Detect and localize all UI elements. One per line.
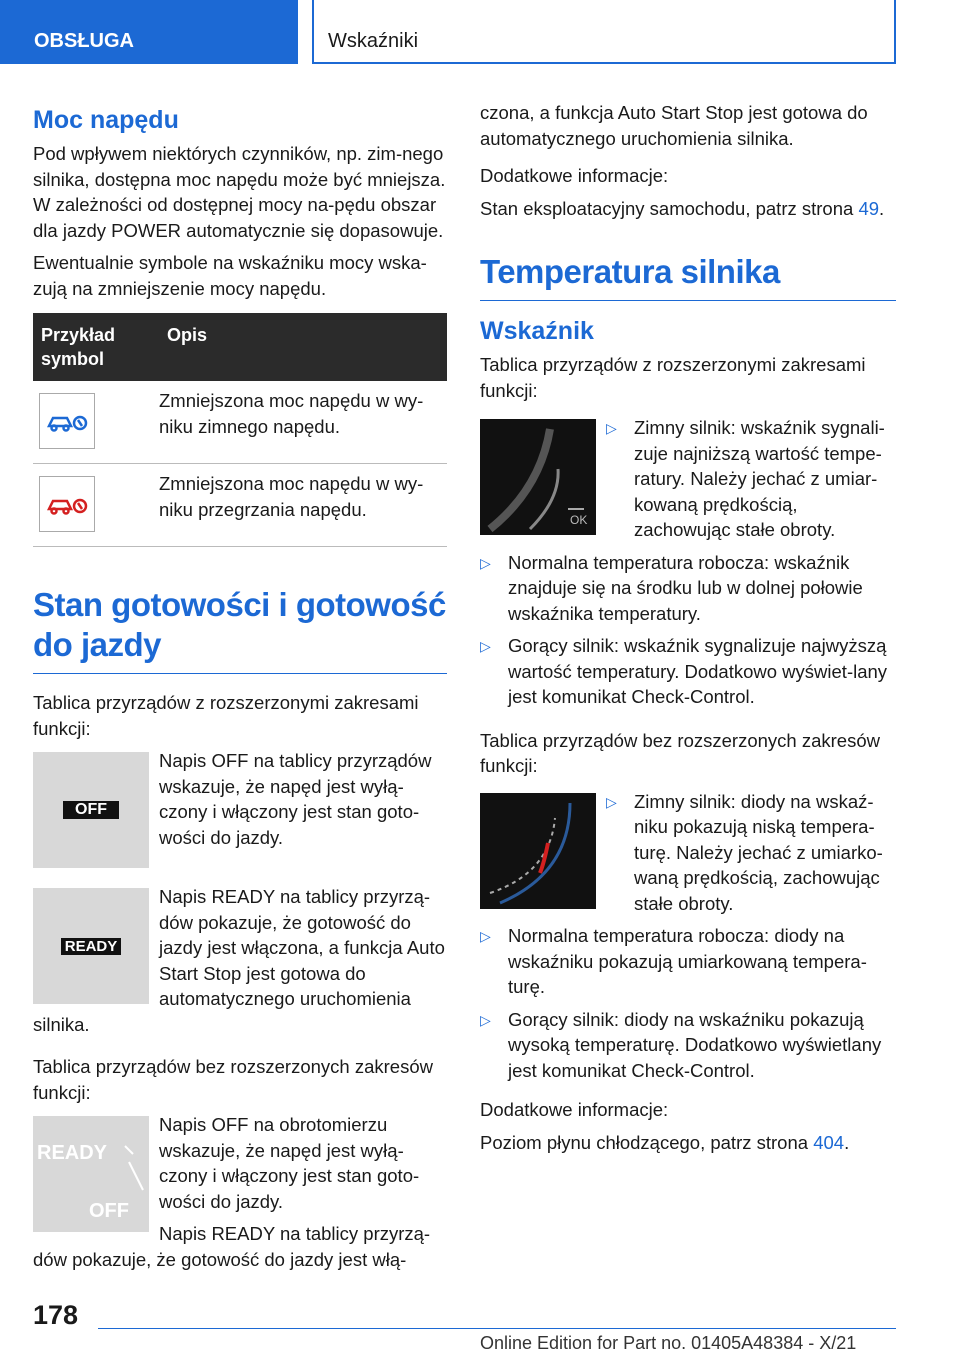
paragraph: Ewentualnie symbole na wskaźniku mocy wska-zują na zmniejszenie mocy napędu.	[33, 252, 427, 299]
table-cell-desc: Zmniejszona moc napędu w wy-niku zimnego napędu.	[159, 381, 447, 464]
ready-display-image	[33, 888, 149, 1004]
temp-noext-block	[480, 789, 896, 924]
list-item-text: Gorący silnik: wskaźnik sygnalizuje najwyższą wartość temperatury. Dodatkowo wyświet-lany jest komunikat Check-Control.	[508, 635, 888, 707]
symbol-table	[33, 313, 447, 547]
xref-text: Stan eksploatacyjny samochodu, patrz strona	[480, 197, 859, 219]
tacho-block	[33, 1112, 447, 1279]
list-item	[480, 923, 896, 1000]
table-row	[33, 381, 447, 464]
list-item	[606, 789, 896, 917]
paragraph: Pod wpływem niektórych czynników, np. zim-nego silnika, dostępna moc napędu może być mniejsza. W zależności od dostępnej mocy na-pędu obszar dla jazdy POWER automatycznie się dopasowuje.	[33, 143, 446, 241]
tacho-image	[33, 1116, 149, 1232]
list-item-text: Normalna temperatura robocza: diody na wskaźniku pokazują umiarkowaną tempera-turę.	[508, 925, 867, 997]
off-block	[33, 748, 447, 874]
triangle-bullet-icon: ▷	[480, 554, 491, 571]
temp-gauge-image	[480, 419, 596, 535]
led-gauge-image	[480, 793, 596, 909]
list-item-text: Zimny silnik: diody na wskaź-niku pokazują niską tempera-turę. Należy jechać z umiarko-waną prędkością, zachowując stałe obroty.	[634, 790, 883, 914]
triangle-bullet-icon: ▷	[606, 793, 617, 810]
list-item	[606, 415, 896, 543]
cross-reference	[480, 1130, 896, 1156]
tacho-needle-icon	[33, 1116, 149, 1232]
list-item	[480, 633, 896, 710]
table-header-desc: Opis	[159, 313, 447, 381]
page-link[interactable]: 404	[813, 1131, 845, 1153]
led-gauge-icon	[480, 793, 596, 909]
paragraph: Dodatkowe informacje:	[480, 165, 669, 186]
ok-label: OK	[570, 513, 588, 527]
list-item-text: Zimny silnik: wskaźnik sygnali-zuje najniższą wartość tempe-ratury. Należy jechać z umiar-kowaną prędkością, zachowując stałe obroty.	[634, 417, 885, 540]
page-number: 178	[33, 1300, 79, 1330]
left-column	[33, 100, 447, 1289]
car-cold-icon	[39, 393, 95, 449]
footer-divider	[98, 1328, 896, 1329]
xref-text: Poziom płynu chłodzącego, patrz strona	[480, 1131, 814, 1153]
chapter-title: Wskaźniki	[312, 0, 896, 64]
list-item	[480, 1007, 896, 1084]
xref-end: .	[844, 1131, 850, 1153]
paragraph: Dodatkowe informacje:	[480, 1099, 669, 1120]
off-display-image	[33, 752, 149, 868]
paragraph: Tablica przyrządów z rozszerzonymi zakresami funkcji:	[480, 354, 866, 401]
ready-label: READY	[61, 938, 122, 955]
paragraph: czona, a funkcja Auto Start Stop jest gotowa do automatycznego uruchomienia silnika.	[480, 102, 868, 149]
list-item	[480, 550, 896, 627]
triangle-bullet-icon: ▷	[606, 420, 617, 436]
ready-block	[33, 884, 447, 1044]
heading-stan: Stan gotowości i gotowość do jazdy	[33, 585, 447, 674]
tacho-off-label: OFF	[89, 1200, 129, 1222]
triangle-bullet-icon: ▷	[480, 928, 491, 944]
off-label: OFF	[63, 801, 119, 819]
triangle-bullet-icon: ▷	[480, 638, 491, 654]
paragraph: Napis READY na tablicy przyrzą-dów pokazuje, że gotowość do jazdy jest włą-	[33, 1223, 431, 1270]
xref-end: .	[879, 197, 885, 219]
heading-temp: Temperatura silnika	[480, 252, 896, 301]
paragraph: Napis OFF na tablicy przyrządów wskazuje, że napęd jest wyłą-czony i włączony jest stan goto-wości do jazdy.	[159, 750, 432, 848]
table-cell-desc: Zmniejszona moc napędu w wy-niku przegrzania napędu.	[159, 464, 447, 547]
heading-wsk: Wskaźnik	[480, 317, 594, 345]
paragraph: Napis OFF na obrotomierzu wskazuje, że napęd jest wyłą-czony i włączony jest stan goto-wości do jazdy.	[159, 1114, 420, 1212]
paragraph: Tablica przyrządów z rozszerzonymi zakresami funkcji:	[33, 692, 419, 739]
heading-moc: Moc napędu	[33, 106, 179, 134]
paragraph: Napis READY na tablicy przyrzą-dów pokazuje, że gotowość do jazdy jest włączona, a funkcja Auto Start Stop jest gotowa do automatycznego uruchomienia silnika.	[33, 886, 445, 1035]
footer-edition: Online Edition for Part no. 01405A48384 - X/21	[480, 1333, 857, 1353]
list-item-text: Normalna temperatura robocza: wskaźnik znajduje się na środku lub w dolnej połowie wskaźnika temperatury.	[508, 551, 863, 624]
tacho-ready-label: READY	[37, 1142, 108, 1164]
temp-ext-block	[480, 415, 896, 550]
paragraph: Tablica przyrządów bez rozszerzonych zakresów funkcji:	[33, 1056, 433, 1103]
cross-reference	[480, 196, 896, 222]
right-column	[480, 100, 896, 1162]
triangle-bullet-icon: ▷	[480, 1011, 491, 1028]
table-header-symbol: Przykład symbol	[33, 313, 159, 381]
section-tab: OBSŁUGA	[0, 0, 298, 64]
table-row	[33, 464, 447, 547]
page-link[interactable]: 49	[858, 197, 880, 219]
car-hot-icon	[39, 476, 95, 532]
list-item-text: Gorący silnik: diody na wskaźniku pokazują wysoką temperaturę. Dodatkowo wyświetlany jest komunikat Check-Control.	[508, 1008, 882, 1081]
paragraph: Tablica przyrządów bez rozszerzonych zakresów funkcji:	[480, 729, 880, 776]
